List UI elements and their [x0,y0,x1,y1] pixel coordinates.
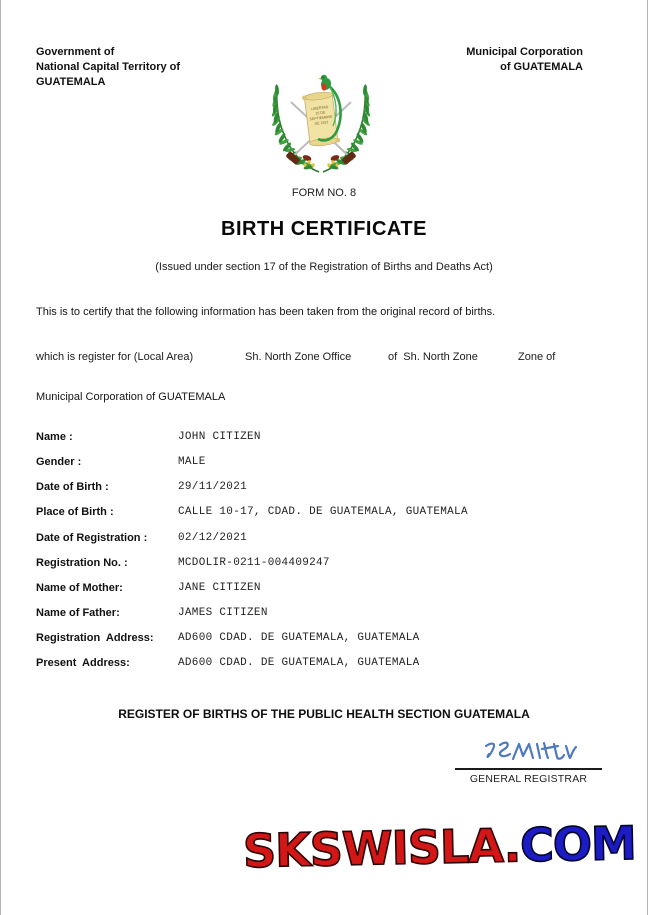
register-of-births-heading: REGISTER OF BIRTHS OF THE PUBLIC HEALTH SECTION GUATEMALA [118,707,530,721]
register-office-value: Sh. North Zone Office [245,351,352,363]
registration-address-label: Registration Address: [36,632,154,645]
scroll-text-line1: LIBERTAD [310,105,329,112]
registration-no-value: MCDOLIR-0211-004409247 [178,556,330,569]
register-line-label: which is register for (Local Area) [36,351,194,363]
registrar-title: GENERAL REGISTRAR [469,773,588,785]
issuer-right [466,45,583,75]
guatemala-coat-of-arms-icon [263,70,379,178]
field-row-registration-no [0,557,648,582]
present-address-label: Present Address: [36,657,130,670]
date-of-birth-value: 29/11/2021 [178,481,248,494]
issuer-left [36,45,180,90]
register-area-line [0,351,648,367]
father-name-value: JAMES CITIZEN [178,606,268,619]
mother-name-label: Name of Mother: [36,581,123,594]
date-of-birth-label: Date of Birth : [36,481,109,494]
field-row-present-address [0,657,648,682]
field-row-registration-address [0,632,648,657]
place-of-birth-value: CALLE 10-17, CDAD. DE GUATEMALA, GUATEMALA [178,506,468,519]
issuer-right-line2: of GUATEMALA [500,61,583,73]
present-address-value: AD600 CDAD. DE GUATEMALA, GUATEMALA [178,657,420,670]
certify-statement: This is to certify that the following information has been taken from the original record of births. [36,306,496,318]
gender-value: MALE [178,456,206,469]
register-zone-value: of Sh. North Zone [388,351,478,363]
field-row-name [0,431,648,456]
registrar-title-block [455,768,602,785]
gender-label: Gender : [36,456,82,469]
document-subtitle: (Issued under section 17 of the Registration of Births and Deaths Act) [155,261,493,273]
date-of-registration-value: 02/12/2021 [178,531,248,544]
name-label: Name : [36,431,73,443]
scroll-text-line2: 15 DE [315,110,326,116]
registration-address-value: AD600 CDAD. DE GUATEMALA, GUATEMALA [178,632,420,645]
scroll-text-line3: SEPTIEMBRE [309,114,333,122]
field-row-gender [0,456,648,481]
place-of-birth-label: Place of Birth : [36,506,114,519]
registrar-signature [480,738,578,766]
name-value: JOHN CITIZEN [178,431,261,443]
field-row-date-of-birth [0,481,648,506]
watermark-red-text: SKSWISLA. [242,818,521,879]
skswisla-watermark [242,816,636,878]
issuer-right-line1: Municipal Corporation [466,46,583,58]
issuer-left-line1: Government of [36,46,115,58]
mother-name-value: JANE CITIZEN [178,581,261,594]
watermark-blue-text: COM [519,815,637,873]
field-row-father-name [0,607,648,632]
field-row-mother-name [0,582,648,607]
form-number: FORM NO. 8 [291,187,357,199]
father-name-label: Name of Father: [36,606,120,619]
field-row-place-of-birth [0,506,648,531]
registration-no-label: Registration No. : [36,556,128,569]
register-zone-of-label: Zone of [518,351,556,363]
field-row-date-of-registration [0,532,648,557]
document-title: BIRTH CERTIFICATE [221,218,427,240]
issuer-left-line3: GUATEMALA [36,76,106,88]
municipal-corporation-line: Municipal Corporation of GUATEMALA [36,391,226,403]
date-of-registration-label: Date of Registration : [36,531,148,544]
issuer-left-line2: National Capital Territory of [36,61,181,73]
scroll-text-line4: DE 1821 [314,120,329,126]
certificate-fields [0,431,648,682]
